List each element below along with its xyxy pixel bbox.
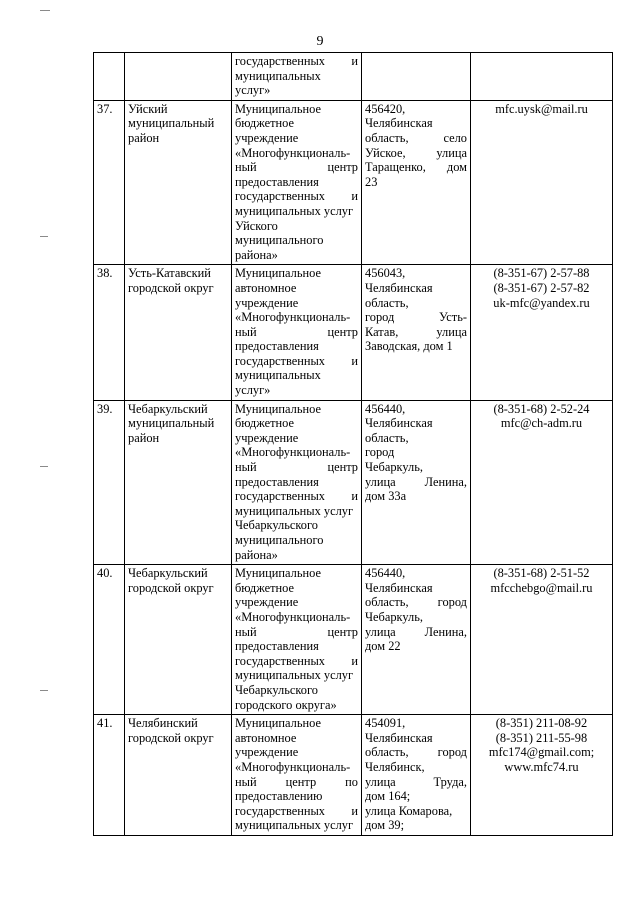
- continuation-row: [94, 53, 613, 101]
- org-line: муниципальных услуг: [235, 668, 354, 683]
- address-line: Челябинская: [365, 116, 433, 131]
- address-line: Заводская, дом 1: [365, 339, 453, 354]
- table-row: [94, 265, 613, 400]
- org-line: государственных и: [235, 803, 358, 818]
- org-line: муниципальных услуг: [235, 503, 354, 518]
- district-line: муниципальный: [128, 116, 215, 131]
- org-line: государственных и: [235, 54, 358, 68]
- district-cell: [125, 265, 232, 400]
- org-line: услуг»: [235, 83, 271, 98]
- district-line: городской округ: [128, 280, 214, 295]
- org-line: учреждение: [235, 130, 299, 145]
- org-line: Муниципальное: [235, 716, 321, 731]
- org-line: «Многофункциональ-: [235, 445, 351, 460]
- org-line: Уйского: [235, 218, 278, 233]
- org-line: ный центр: [235, 324, 358, 339]
- district-cell: [125, 100, 232, 265]
- district-line: Челябинский: [128, 716, 198, 731]
- contact-line: (8-351) 211-55-98: [495, 730, 588, 745]
- address-line: область,: [365, 430, 409, 445]
- address-line: Челябинск,: [365, 759, 425, 774]
- scan-artifact: [40, 10, 50, 11]
- org-line: государственных и: [235, 489, 358, 504]
- address-line: улица Ленина,: [365, 624, 467, 639]
- district-line: район: [128, 430, 160, 445]
- org-line: городского округа»: [235, 697, 337, 712]
- scan-artifact: [40, 690, 48, 691]
- address-line: дом 39;: [365, 818, 405, 833]
- org-line: учреждение: [235, 745, 299, 760]
- contact-line: mfc.uysk@mail.ru: [495, 101, 588, 116]
- org-line: Чебаркульского: [235, 518, 318, 533]
- org-line: муниципальных услуг: [235, 203, 354, 218]
- org-line: Муниципальное: [235, 401, 321, 416]
- address-line: 23: [365, 174, 378, 189]
- num-cell: 40.: [94, 565, 125, 715]
- org-line: государственных и: [235, 189, 358, 204]
- org-line: ный центр: [235, 160, 358, 175]
- district-cell: [125, 53, 232, 101]
- address-line: Челябинская: [365, 730, 433, 745]
- address-line: 456440,: [365, 401, 406, 416]
- address-line: Челябинская: [365, 416, 433, 431]
- org-line: автономное: [235, 280, 297, 295]
- org-line: автономное: [235, 730, 297, 745]
- page-number: 9: [316, 34, 324, 49]
- district-line: район: [128, 130, 160, 145]
- contact-line: mfc174@gmail.com;: [488, 745, 595, 760]
- address-line: улица Труда,: [365, 774, 467, 789]
- org-cell: [232, 400, 362, 565]
- org-line: предоставления: [235, 639, 319, 654]
- org-line: «Многофункциональ-: [235, 145, 351, 160]
- org-line: ный центр: [235, 624, 358, 639]
- org-cell: [232, 100, 362, 265]
- scan-artifact: [40, 466, 48, 467]
- address-cell: [362, 565, 471, 715]
- contact-cell: [471, 565, 613, 715]
- org-line: «Многофункциональ-: [235, 310, 351, 325]
- table-row: [94, 100, 613, 265]
- address-cell: [362, 100, 471, 265]
- org-line: учреждение: [235, 295, 299, 310]
- address-line: Уйское, улица: [365, 145, 467, 160]
- table-row: [94, 400, 613, 565]
- contact-line: (8-351) 211-08-92: [495, 716, 588, 731]
- org-line: учреждение: [235, 595, 299, 610]
- num-cell: 37.: [94, 100, 125, 265]
- address-line: 456420,: [365, 101, 406, 116]
- org-line: Муниципальное: [235, 101, 321, 116]
- address-line: дом 33а: [365, 489, 407, 504]
- org-line: муниципальных: [235, 68, 321, 83]
- org-line: района»: [235, 547, 278, 562]
- address-line: Таращенко, дом: [365, 160, 467, 175]
- district-cell: [125, 565, 232, 715]
- org-line: Муниципальное: [235, 566, 321, 581]
- contact-cell: [471, 100, 613, 265]
- contact-cell: [471, 715, 613, 836]
- org-line: предоставления: [235, 174, 319, 189]
- org-cell: [232, 565, 362, 715]
- address-line: Катав, улица: [365, 324, 467, 339]
- org-line: муниципального: [235, 233, 324, 248]
- org-line: предоставлению: [235, 789, 323, 804]
- address-line: город: [365, 445, 395, 460]
- address-line: область, город: [365, 595, 467, 610]
- address-line: город Усть-: [365, 310, 467, 325]
- contact-cell: [471, 53, 613, 101]
- org-line: района»: [235, 247, 278, 262]
- contact-line: (8-351-67) 2-57-82: [493, 280, 590, 295]
- address-line: Чебаркуль,: [365, 609, 423, 624]
- org-line: государственных и: [235, 353, 358, 368]
- org-cell: [232, 265, 362, 400]
- org-line: ный центр: [235, 460, 358, 475]
- org-line: бюджетное: [235, 580, 295, 595]
- district-cell: [125, 715, 232, 836]
- address-line: дом 22: [365, 639, 401, 654]
- contact-line: uk-mfc@yandex.ru: [493, 295, 590, 310]
- num-cell: 39.: [94, 400, 125, 565]
- district-line: Чебаркульский: [128, 566, 208, 581]
- address-cell: [362, 265, 471, 400]
- contact-line: (8-351-67) 2-57-88: [493, 266, 590, 281]
- address-line: область, город: [365, 745, 467, 760]
- num-cell: 38.: [94, 265, 125, 400]
- district-line: Уйский: [128, 101, 168, 116]
- table-row: [94, 565, 613, 715]
- scan-artifact: [40, 236, 48, 237]
- district-line: Усть-Катавский: [128, 266, 211, 281]
- contact-line: (8-351-68) 2-51-52: [493, 566, 590, 581]
- address-line: 456440,: [365, 566, 406, 581]
- org-cell: [232, 53, 362, 101]
- org-line: бюджетное: [235, 116, 295, 131]
- address-line: область,: [365, 295, 409, 310]
- district-line: городской округ: [128, 580, 214, 595]
- contact-cell: [471, 265, 613, 400]
- address-line: 456043,: [365, 266, 406, 281]
- org-line: муниципальных услуг: [235, 818, 354, 833]
- address-line: Чебаркуль,: [365, 460, 423, 475]
- address-cell: [362, 715, 471, 836]
- address-line: дом 164;: [365, 789, 411, 804]
- org-line: предоставления: [235, 474, 319, 489]
- org-line: предоставления: [235, 339, 319, 354]
- address-line: улица Комарова,: [365, 803, 453, 818]
- org-line: ный центр по: [235, 774, 358, 789]
- org-line: учреждение: [235, 430, 299, 445]
- org-line: муниципальных: [235, 368, 321, 383]
- org-cell: [232, 715, 362, 836]
- num-cell: [94, 53, 125, 101]
- address-line: Челябинская: [365, 580, 433, 595]
- org-line: Муниципальное: [235, 266, 321, 281]
- contact-line: mfc@ch-adm.ru: [500, 416, 583, 431]
- district-cell: [125, 400, 232, 565]
- address-cell: [362, 400, 471, 565]
- district-line: муниципальный: [128, 416, 215, 431]
- num-cell: 41.: [94, 715, 125, 836]
- address-line: 454091,: [365, 716, 406, 731]
- contact-line: mfcchebgo@mail.ru: [490, 580, 593, 595]
- table-row: [94, 715, 613, 836]
- org-line: бюджетное: [235, 416, 295, 431]
- org-line: государственных и: [235, 653, 358, 668]
- org-line: муниципального: [235, 533, 324, 547]
- org-line: услуг»: [235, 383, 271, 398]
- mfc-registry-table: [93, 52, 613, 836]
- contact-line: www.mfc74.ru: [504, 759, 579, 774]
- address-line: улица Ленина,: [365, 474, 467, 489]
- org-line: Чебаркульского: [235, 682, 318, 697]
- district-line: городской округ: [128, 730, 214, 745]
- contact-cell: [471, 400, 613, 565]
- contact-line: (8-351-68) 2-52-24: [493, 401, 590, 416]
- district-line: Чебаркульский: [128, 401, 208, 416]
- org-line: «Многофункциональ-: [235, 609, 351, 624]
- address-cell: [362, 53, 471, 101]
- address-line: Челябинская: [365, 280, 433, 295]
- address-line: область, село: [365, 130, 467, 145]
- org-line: «Многофункциональ-: [235, 759, 351, 774]
